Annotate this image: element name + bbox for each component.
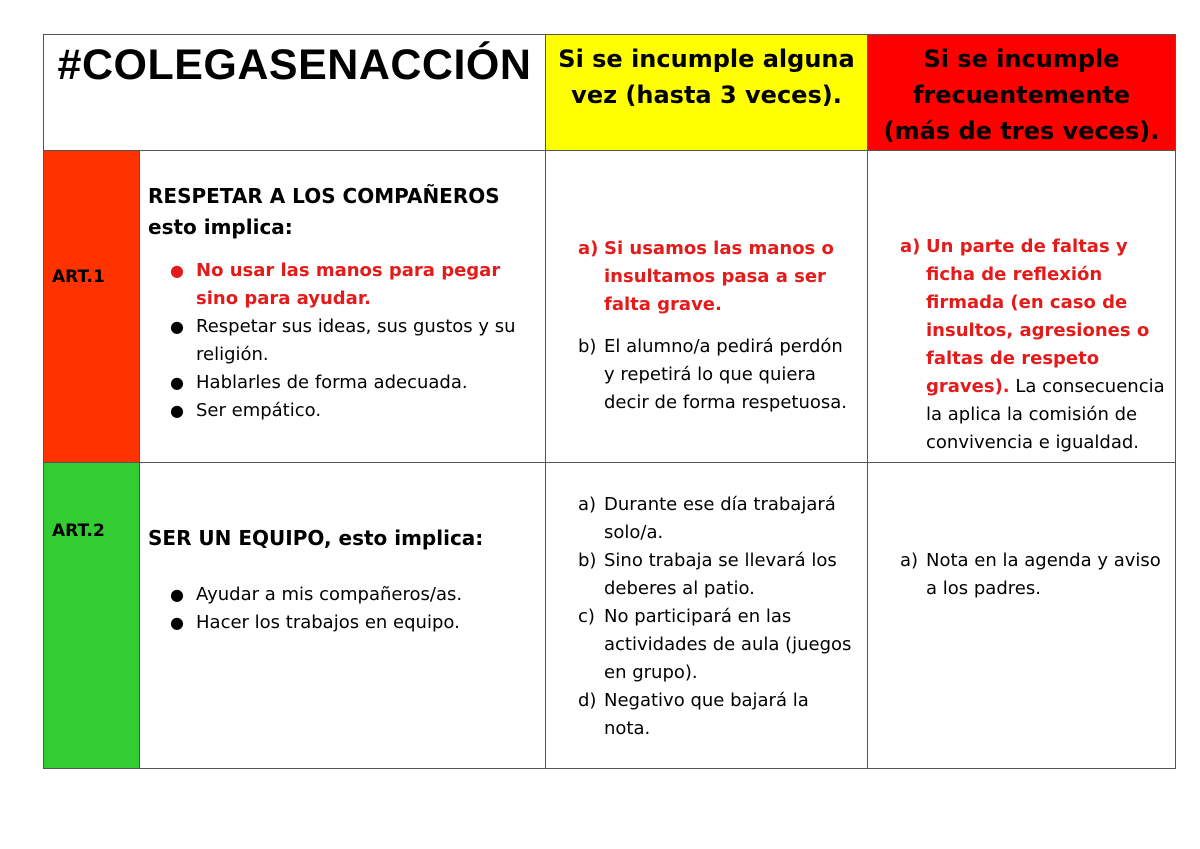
- list-marker: a): [900, 550, 919, 571]
- list-marker: b): [578, 336, 597, 357]
- art2-yellow-cell: [546, 463, 868, 769]
- art2-bullet-list: [140, 581, 545, 637]
- list-marker: d): [578, 690, 597, 711]
- header-red-text: Si se incumple frecuentemente (más de tres veces).: [883, 45, 1160, 145]
- list-marker: a): [578, 494, 597, 515]
- list-item: [170, 257, 537, 313]
- art1-red-list: [868, 233, 1175, 457]
- art2-yellow-list: [546, 491, 867, 743]
- rules-table: [43, 34, 1176, 769]
- bullet-icon: ●: [170, 261, 184, 280]
- list-item-text: Sino trabaja se llevará los deberes al patio.: [604, 550, 837, 599]
- bullet-icon: ●: [170, 613, 184, 632]
- list-item-text: El alumno/a pedirá perdón y repetirá lo que quiera decir de forma respetuosa.: [604, 336, 848, 413]
- art2-red-list: [868, 547, 1175, 603]
- art1-title: RESPETAR A LOS COMPAÑEROS esto implica:: [148, 184, 500, 239]
- header-row: [44, 35, 1176, 151]
- list-item: [170, 581, 537, 609]
- list-item-text: Nota en la agenda y aviso a los padres.: [926, 550, 1161, 599]
- bullet-icon: ●: [170, 317, 184, 336]
- art2-description-cell: [140, 463, 546, 769]
- art1-description-cell: [140, 151, 546, 463]
- list-item-text-bold: Un parte de faltas y ficha de reflexión firmada (en caso de insultos, agresiones o faltas de respeto graves).: [926, 236, 1150, 397]
- list-item-text: Hablarles de forma adecuada.: [196, 372, 468, 393]
- list-item-text: Durante ese día trabajará solo/a.: [604, 494, 836, 543]
- list-item: [170, 397, 537, 425]
- list-marker: b): [578, 550, 597, 571]
- list-item-text: No usar las manos para pegar sino para ayudar.: [196, 260, 501, 309]
- list-marker: a): [578, 238, 599, 259]
- header-yellow-cell: [546, 35, 868, 151]
- list-item: [578, 547, 859, 603]
- art2-label: ART.2: [52, 521, 105, 541]
- list-item: [578, 333, 859, 417]
- header-yellow-text: Si se incumple alguna vez (hasta 3 veces).: [558, 45, 855, 109]
- title-cell: [44, 35, 546, 151]
- art1-yellow-list: [546, 235, 867, 417]
- art1-red-cell: [868, 151, 1176, 463]
- list-item: [170, 369, 537, 397]
- list-item: [578, 235, 859, 319]
- bullet-icon: ●: [170, 585, 184, 604]
- art2-label-cell: [44, 463, 140, 769]
- list-item-text: Negativo que bajará la nota.: [604, 690, 809, 739]
- list-item: [170, 609, 537, 637]
- list-item-text: Respetar sus ideas, sus gustos y su religión.: [196, 316, 516, 365]
- list-item: [900, 233, 1167, 457]
- list-item: [900, 547, 1167, 603]
- art2-row: [44, 463, 1176, 769]
- list-item-text: Si usamos las manos o insultamos pasa a ser falta grave.: [604, 238, 834, 315]
- list-item-text: Ser empático.: [196, 400, 322, 421]
- list-marker: a): [900, 236, 921, 257]
- bullet-icon: ●: [170, 401, 184, 420]
- list-item-text: Ayudar a mis compañeros/as.: [196, 584, 463, 605]
- list-item: [170, 313, 537, 369]
- list-item-text: Hacer los trabajos en equipo.: [196, 612, 460, 633]
- bullet-icon: ●: [170, 373, 184, 392]
- list-marker: c): [578, 606, 595, 627]
- list-item: [578, 491, 859, 547]
- art2-title: SER UN EQUIPO, esto implica:: [148, 526, 484, 550]
- list-item: [578, 603, 859, 687]
- art1-row: [44, 151, 1176, 463]
- art1-yellow-cell: [546, 151, 868, 463]
- art1-label: ART.1: [52, 267, 105, 287]
- list-item-text: No participará en las actividades de aula (juegos en grupo).: [604, 606, 852, 683]
- list-item: [578, 687, 859, 743]
- art2-red-cell: [868, 463, 1176, 769]
- list-item-text: La consecuencia la aplica la comisión de convivencia e igualdad.: [926, 376, 1165, 453]
- art1-label-cell: [44, 151, 140, 463]
- page-title: #COLEGASENACCIÓN: [57, 41, 532, 89]
- header-red-cell: [868, 35, 1176, 151]
- art1-bullet-list: [140, 257, 545, 425]
